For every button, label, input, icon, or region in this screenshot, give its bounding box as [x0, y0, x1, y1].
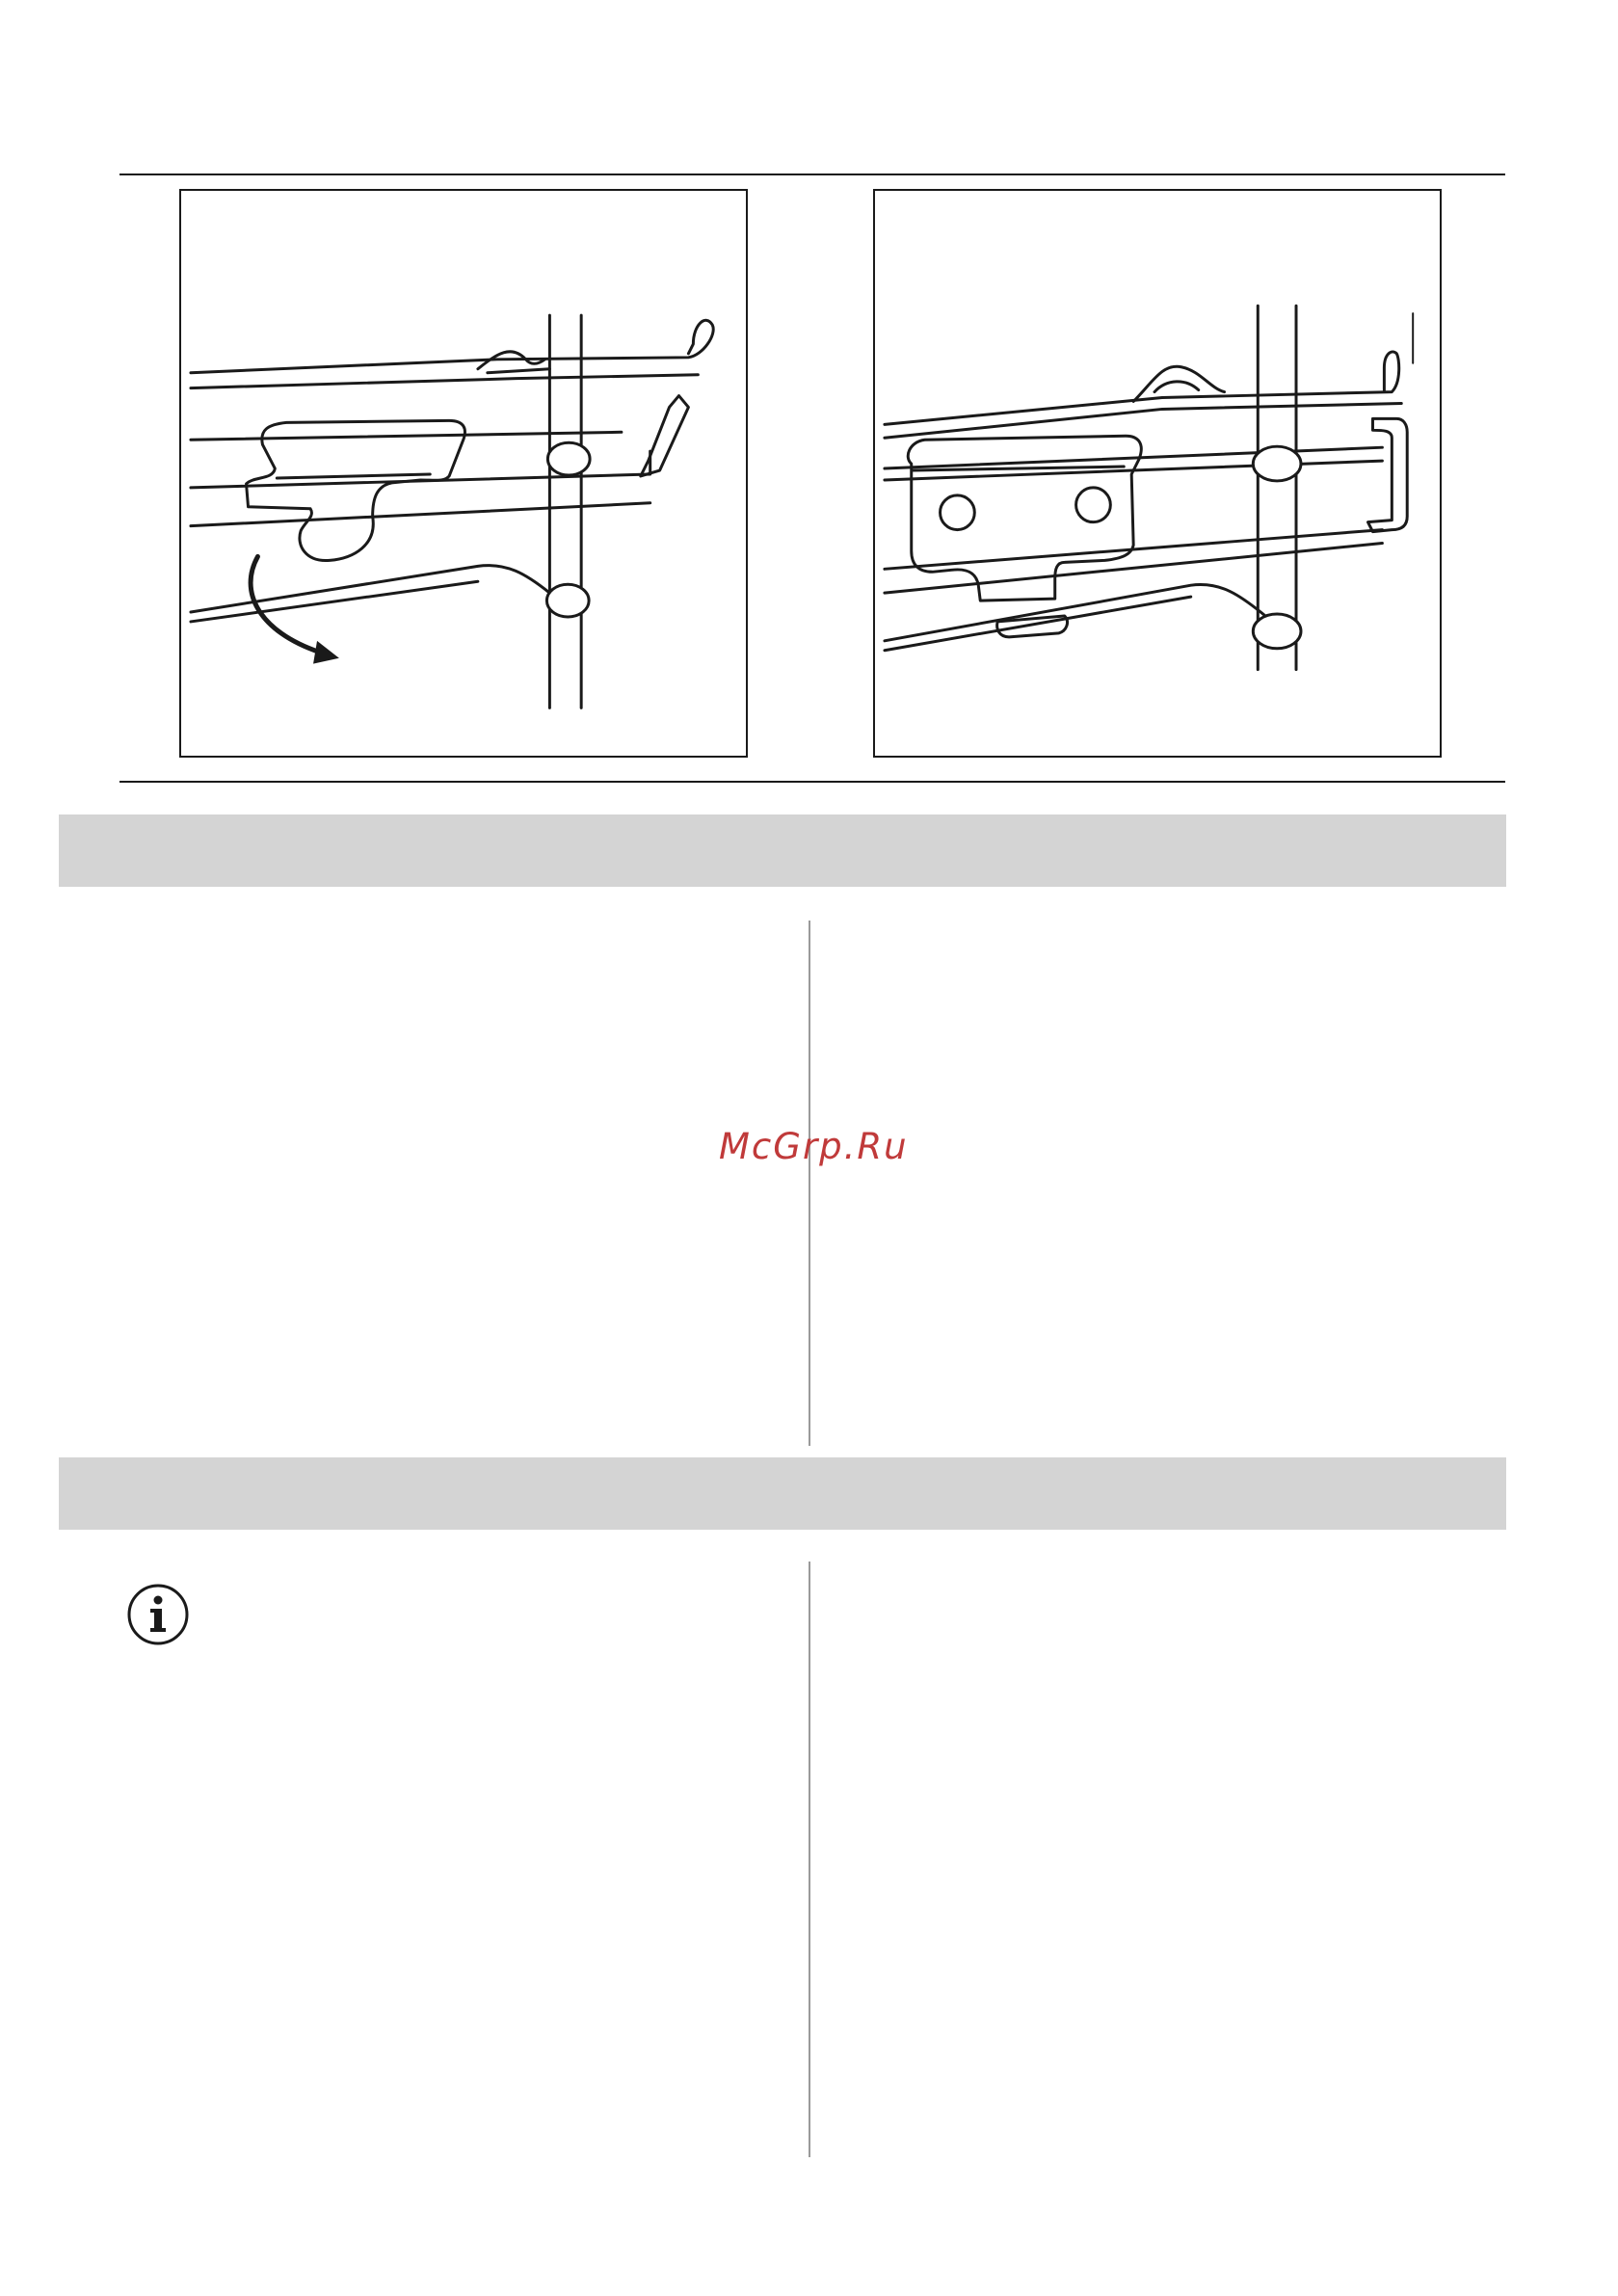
info-icon — [126, 1583, 190, 1646]
figure-left-panel — [179, 189, 748, 758]
section-1-heading-band — [59, 814, 1506, 887]
top-rule — [119, 174, 1505, 175]
figure-left-illustration — [181, 191, 746, 756]
bottom-rule — [119, 781, 1505, 783]
watermark: McGrp.Ru — [719, 1126, 909, 1167]
section-1-column-divider — [809, 921, 810, 1446]
figure-right-illustration — [875, 191, 1440, 756]
figure-right-panel — [873, 189, 1442, 758]
section-2-heading-band — [59, 1457, 1506, 1530]
section-2-column-divider — [809, 1562, 810, 2157]
